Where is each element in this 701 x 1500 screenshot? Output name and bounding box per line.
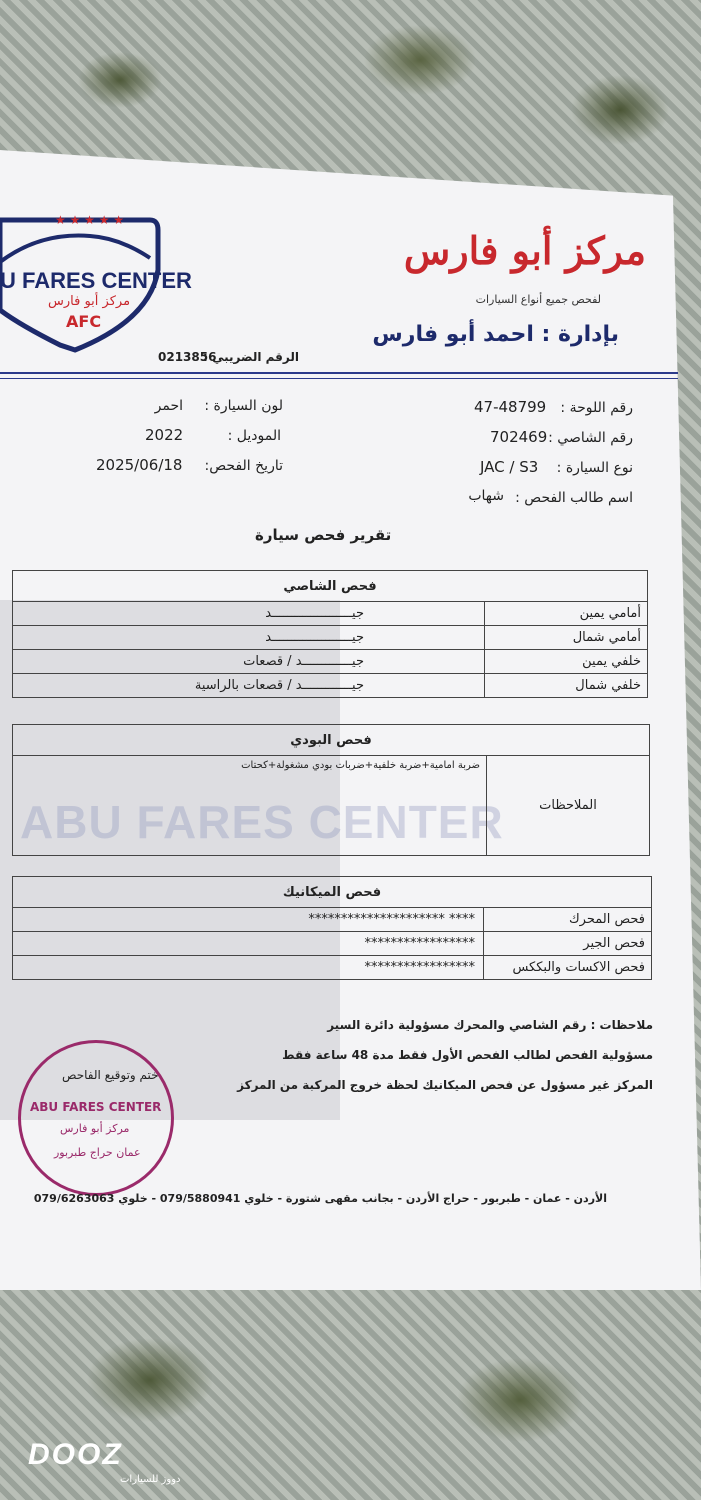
table-row [13,626,648,650]
table-row [13,602,648,626]
plate-value: 47-48799 [474,398,547,416]
logo-arabic-text: مركز أبو فارس [48,294,131,309]
table-row [13,956,652,980]
table-row [13,650,648,674]
inspector-stamp [18,1040,174,1196]
color-value: احمر [154,398,183,414]
chassis-row-value: جيـــــــــــــــــــــد [13,602,485,626]
chassis-row-value: جيـــــــــــــد / قصعات [13,650,485,674]
type-value: JAC / S3 [480,458,539,476]
manager-name: بإدارة : احمد أبو فارس [372,322,619,347]
mech-row-label: فحص الجير [484,932,652,956]
tax-label: الرقم الضريبي : [203,350,299,364]
dooz-tagline: دووز للسيارات [120,1474,181,1485]
model-label: الموديل : [227,428,281,444]
mech-row-value: ***************** [13,956,484,980]
note-line: مسؤولية الفحص لطالب الفحص الأول فقط مدة 48 ساعة فقط [282,1048,653,1062]
center-subtitle: لفحص جميع أنواع السيارات [475,293,601,306]
chassis-row-label: خلفي يمين [485,650,648,674]
table-row [13,908,652,932]
tax-number: 0213856 [158,350,217,364]
body-table [12,724,650,856]
mech-row-label: فحص المحرك [484,908,652,932]
logo-brand-text: U FARES CENTER [0,268,192,293]
chassis-row-label: أمامي يمين [485,602,648,626]
requester-label: اسم طالب الفحص : [515,490,633,506]
stamp-signature-label: ختم وتوقيع الفاحص [62,1068,159,1082]
chassis-row-value: جيـــــــــــــد / قصعات بالراسية [13,674,485,698]
center-name: مركز أبو فارس [403,228,646,273]
mech-row-value: **** ********************* [13,908,484,932]
mech-row-value: ***************** [13,932,484,956]
chassis-label: رقم الشاصي : [548,430,633,446]
chassis-row-label: خلفي شمال [485,674,648,698]
chassis-table [12,570,648,698]
mech-row-label: فحص الاكسات والبككس [484,956,652,980]
stamp-name: ABU FARES CENTER [30,1100,162,1114]
footer-contact: الأردن - عمان - طبربور - حراج الأردن - بجانب مقهى شتورة - خلوي 079/5880941 - خلوي 079/6263063 [33,1192,607,1205]
watermark-text: ABU FARES CENTER [20,796,504,848]
note-line: ملاحظات : رقم الشاصي والمحرك مسؤولية دائرة السير [327,1018,653,1032]
header-rule-bottom [0,378,678,379]
logo-abbr: AFC [66,312,102,331]
requester-value: شهاب [468,488,504,504]
date-label: تاريخ الفحص: [204,458,283,474]
mech-title: فحص الميكانيك [13,877,652,908]
chassis-row-label: أمامي شمال [485,626,648,650]
svg-text:★ ★ ★ ★ ★: ★ ★ ★ ★ ★ [55,213,125,227]
dooz-logo: DOOZ [28,1438,123,1471]
stamp-arabic: مركز أبو فارس [60,1122,130,1135]
date-value: 2025/06/18 [96,456,183,474]
chassis-value: 702469 [490,428,548,446]
stamp-city: عمان حراج طبربور [54,1146,141,1159]
table-row [13,932,652,956]
chassis-title: فحص الشاصي [13,571,648,602]
body-notes: ضربة امامية+ضربة خلفية+ضربات بودي مشغولة+كحتات [13,756,487,856]
table-row [13,674,648,698]
note-line: المركز غير مسؤول عن فحص الميكانيك لحظة خروج المركبة من المركز [237,1078,653,1092]
type-label: نوع السيارة : [556,460,633,476]
chassis-row-value: جيـــــــــــــــــــــد [13,626,485,650]
color-label: لون السيارة : [204,398,283,414]
model-value: 2022 [145,426,184,444]
plate-label: رقم اللوحة : [560,400,633,416]
mech-table [12,876,652,980]
notes-label: الملاحظات [487,756,650,856]
report-title: تقرير فحص سيارة [255,526,392,544]
body-title: فحص البودي [13,725,650,756]
header-rule-top [0,372,678,374]
